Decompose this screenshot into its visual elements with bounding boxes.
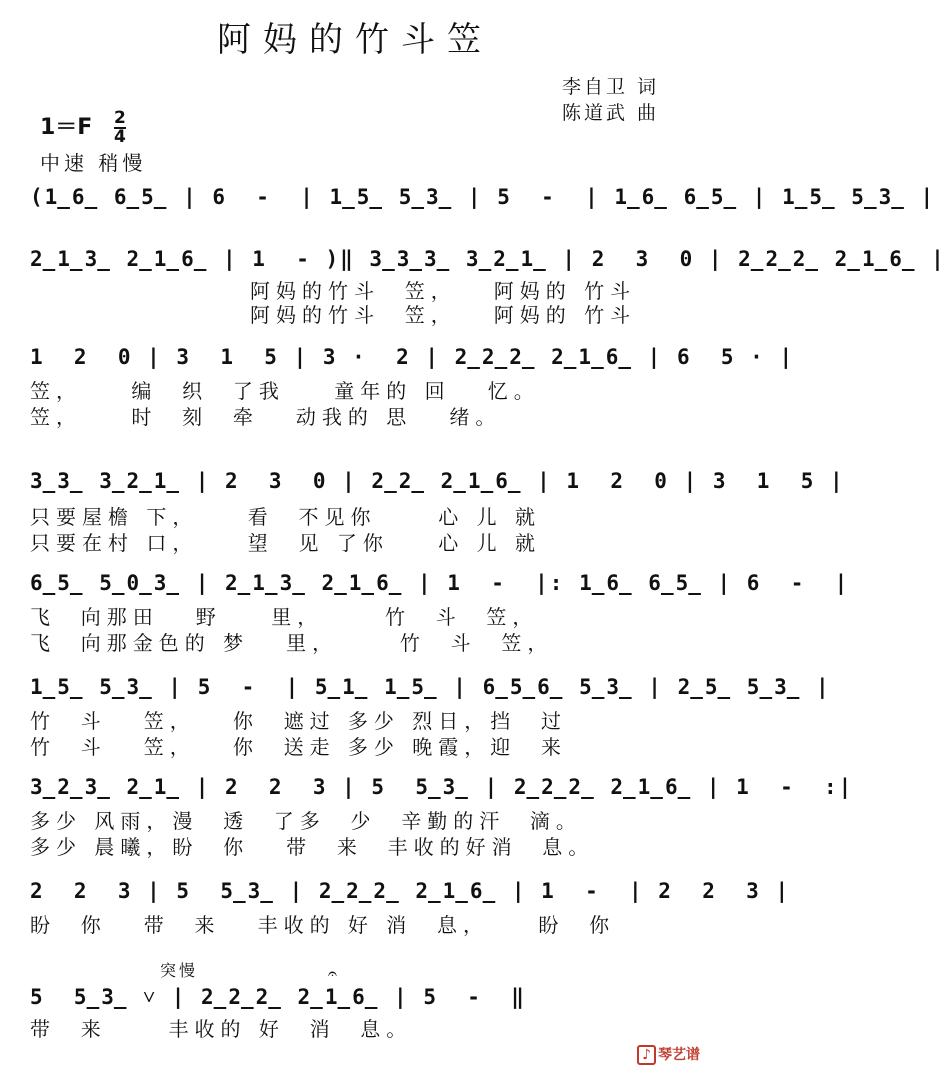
lyricist: 李自卫 词 [562, 76, 660, 98]
notation-line: 5 5̲3̲ ˅ | 2̲2̲2̲ 2̲1̲6̲ | 5 - ‖ [30, 985, 526, 1009]
time-top: 2 [114, 108, 126, 128]
fermata-icon: 𝄐 [328, 964, 340, 983]
logo-icon: ♪ [637, 1045, 656, 1065]
notation-line: 3̲2̲3̲ 2̲1̲ | 2 2 3 | 5 5̲3̲ | 2̲2̲2̲ 2̲1̲6̲ | 1 - :| [30, 775, 854, 799]
lyric-line: 只要在村 口， 望 见 了你 心 儿 就 [30, 531, 542, 555]
notation-line: 3̲3̲ 3̲2̲1̲ | 2 3 0 | 2̲2̲ 2̲1̲6̲ | 1 2 0 | 3 1 5 | [30, 469, 845, 493]
notation-line: 1̲5̲ 5̲3̲ | 5 - | 5̲1̲ 1̲5̲ | 6̲5̲6̲ 5̲3̲ | 2̲5̲ 5̲3̲ | [30, 675, 831, 699]
lyric-line: 笠， 时 刻 牵 动我的 思 绪。 [30, 405, 502, 429]
lyric-line: 带 来 丰收的 好 消 息。 [30, 1017, 413, 1041]
lyric-line: 笠， 编 织 了我 童年的 回 忆。 [30, 379, 540, 403]
key-label: 1＝F [40, 115, 93, 140]
lyric-line: 竹 斗 笠， 你 送走 多少 晚霞，迎 来 [30, 735, 568, 759]
notation-line: (1̲6̲ 6̲5̲ | 6 - | 1̲5̲ 5̲3̲ | 5 - | 1̲6̲ 6̲5̲ | 1̲5̲ 5̲3̲ | [30, 185, 936, 209]
tempo-marking: 中速 稍慢 [40, 151, 147, 175]
credits [562, 74, 659, 126]
time-bottom: 4 [114, 127, 126, 147]
notation-line: 1 2 0 | 3 1 5 | 3 · 2 | 2̲2̲2̲ 2̲1̲6̲ | 6 5 · | [30, 345, 795, 369]
lyric-line: 竹 斗 笠， 你 遮过 多少 烈日，挡 过 [30, 709, 568, 733]
watermark-text: 琴艺谱 [658, 1047, 700, 1063]
watermark-logo [637, 1044, 700, 1065]
lyric-line: 阿妈的竹斗 笠， 阿妈的 竹斗 [250, 279, 637, 303]
notation-line: 6̲5̲ 5̲0̲3̲ | 2̲1̲3̲ 2̲1̲6̲ | 1 - |: 1̲6̲ 6̲5̲ | 6 - | [30, 571, 850, 595]
lyric-line: 飞 向那田 野 里， 竹 斗 笠， [30, 605, 539, 629]
notation-line: 2 2 3 | 5 5̲3̲ | 2̲2̲2̲ 2̲1̲6̲ | 1 - | 2 2 3 | [30, 879, 791, 903]
song-title: 阿妈的竹斗笠 [217, 20, 493, 60]
lyric-line: 多少 风雨，漫 透 了多 少 辛勤的汗 滴。 [30, 809, 582, 833]
composer: 陈道武 曲 [562, 102, 660, 124]
lyric-line: 只要屋檐 下， 看 不见你 心 儿 就 [30, 505, 542, 529]
tempo-change-marking: 突慢 [160, 961, 199, 980]
lyric-line: 盼 你 带 来 丰收的 好 消 息， 盼 你 [30, 913, 616, 937]
lyric-line: 飞 向那金色的 梦 里， 竹 斗 笠， [30, 631, 554, 655]
lyric-line: 多少 晨曦，盼 你 带 来 丰收的好消 息。 [30, 835, 595, 859]
lyric-line: 阿妈的竹斗 笠， 阿妈的 竹斗 [250, 303, 637, 327]
time-signature [114, 110, 126, 146]
key-signature [40, 110, 126, 146]
notation-line: 2̲1̲3̲ 2̲1̲6̲ | 1 - )‖ 3̲3̲3̲ 3̲2̲1̲ | 2 3 0 | 2̲2̲2̲ 2̲1̲6̲ | [30, 247, 946, 271]
